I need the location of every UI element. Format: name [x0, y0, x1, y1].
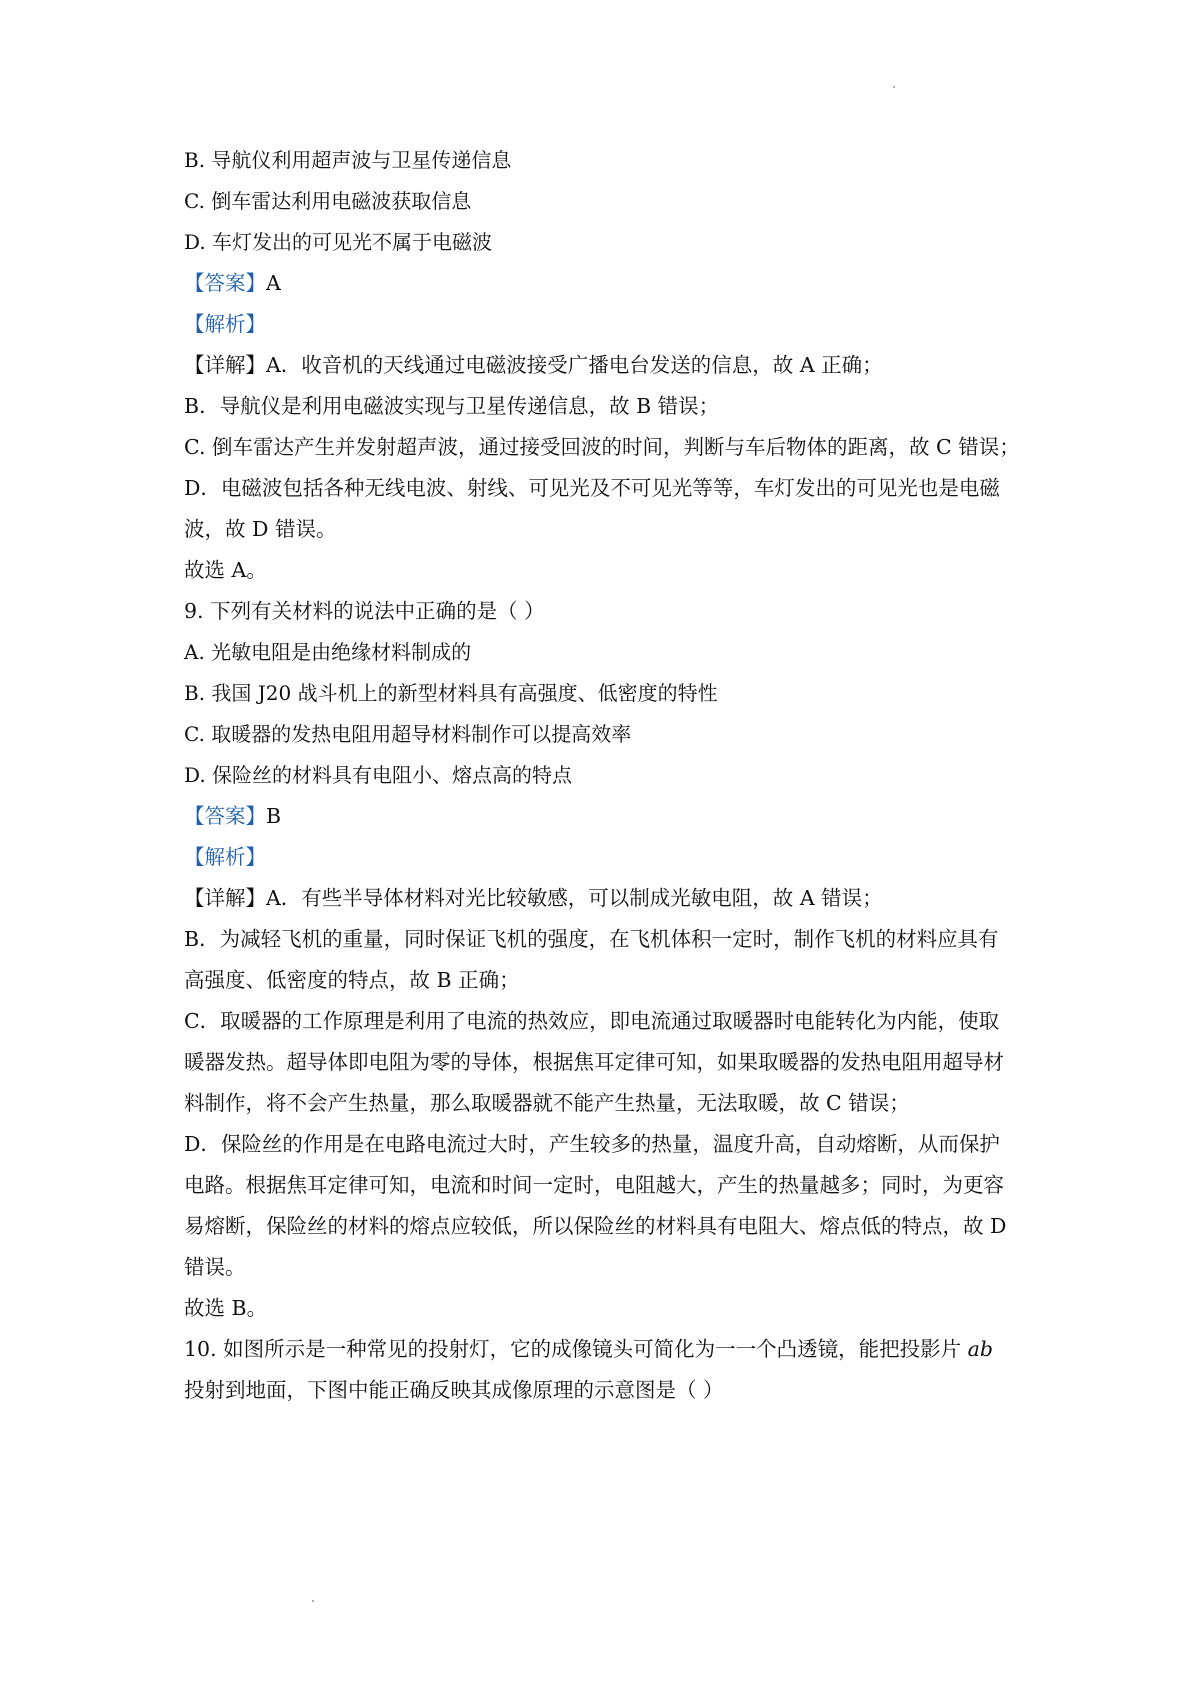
q9-detail-line: 料制作，将不会产生热量，那么取暖器就不能产生热量，无法取暖，故 C 错误； [184, 1091, 910, 1115]
q9-detail-line: 错误。 [184, 1255, 246, 1279]
q8-detail-line: B．导航仪是利用电磁波实现与卫星传递信息，故 B 错误； [184, 394, 720, 418]
q9-option-c: C. 取暖器的发热电阻用超导材料制作可以提高效率 [184, 722, 632, 746]
q9-detail-line: 暖器发热。超导体即电阻为零的导体，根据焦耳定律可知，如果取暖器的发热电阻用超导材 [184, 1050, 1004, 1074]
q9-option-b: B. 我国 J20 战斗机上的新型材料具有高强度、低密度的特性 [184, 681, 718, 705]
q9-stem: 9. 下列有关材料的说法中正确的是（ ） [184, 599, 545, 623]
q8-detail-line: 波，故 D 错误。 [184, 517, 337, 541]
q8-option-c: C. 倒车雷达利用电磁波获取信息 [184, 189, 472, 213]
q10-stem-line1 [184, 1335, 993, 1363]
q8-conclusion: 故选 A。 [184, 558, 267, 582]
q9-detail-line: B．为减轻飞机的重量，同时保证飞机的强度，在飞机体积一定时，制作飞机的材料应具有 [184, 927, 999, 951]
q8-option-b: B. 导航仪利用超声波与卫星传递信息 [184, 148, 512, 172]
q8-option-d: D. 车灯发出的可见光不属于电磁波 [184, 230, 493, 254]
q9-detail-line: 高强度、低密度的特点，故 B 正确； [184, 968, 520, 992]
q9-analysis-tag: 【解析】 [184, 845, 266, 869]
q9-detail-line: C．取暖器的工作原理是利用了电流的热效应，即电流通过取暖器时电能转化为内能，使取 [184, 1009, 1000, 1033]
q10-stem-text: 10. 如图所示是一种常见的投射灯，它的成像镜头可简化为一一个凸透镜，能把投影片 [184, 1337, 968, 1361]
q10-stem-italic: ab [967, 1337, 993, 1361]
answer-tag: 【答案】 [184, 271, 266, 295]
q8-detail-line: D．电磁波包括各种无线电波、射线、可见光及不可见光等等，车灯发出的可见光也是电磁 [184, 476, 1000, 500]
q8-detail-line: 【详解】A．收音机的天线通过电磁波接受广播电台发送的信息，故 A 正确； [184, 353, 883, 377]
q8-analysis-tag: 【解析】 [184, 312, 266, 336]
answer-value: B [266, 804, 282, 828]
q10-stem-line2: 投射到地面，下图中能正确反映其成像原理的示意图是（ ） [184, 1378, 724, 1402]
q8-answer [184, 269, 281, 297]
q9-option-d: D. 保险丝的材料具有电阻小、熔点高的特点 [184, 763, 573, 787]
q9-answer [184, 802, 281, 830]
q9-option-a: A. 光敏电阻是由绝缘材料制成的 [184, 640, 472, 664]
q9-conclusion: 故选 B。 [184, 1296, 268, 1320]
scan-dot [893, 86, 895, 88]
q9-detail-line: D．保险丝的作用是在电路电流过大时，产生较多的热量，温度升高，自动熔断，从而保护 [184, 1132, 1000, 1156]
q9-detail-line: 易熔断，保险丝的材料的熔点应较低，所以保险丝的材料具有电阻大、熔点低的特点，故 D [184, 1214, 1007, 1238]
answer-value: A [266, 271, 281, 295]
answer-tag: 【答案】 [184, 804, 266, 828]
scan-dot [312, 1600, 314, 1602]
q9-detail-line: 【详解】A．有些半导体材料对光比较敏感，可以制成光敏电阻，故 A 错误； [184, 886, 883, 910]
q9-detail-line: 电路。根据焦耳定律可知，电流和时间一定时，电阻越大，产生的热量越多；同时，为更容 [184, 1173, 1004, 1197]
q8-detail-line: C. 倒车雷达产生并发射超声波，通过接受回波的时间，判断与车后物体的距离，故 C 错误； [184, 435, 1020, 459]
